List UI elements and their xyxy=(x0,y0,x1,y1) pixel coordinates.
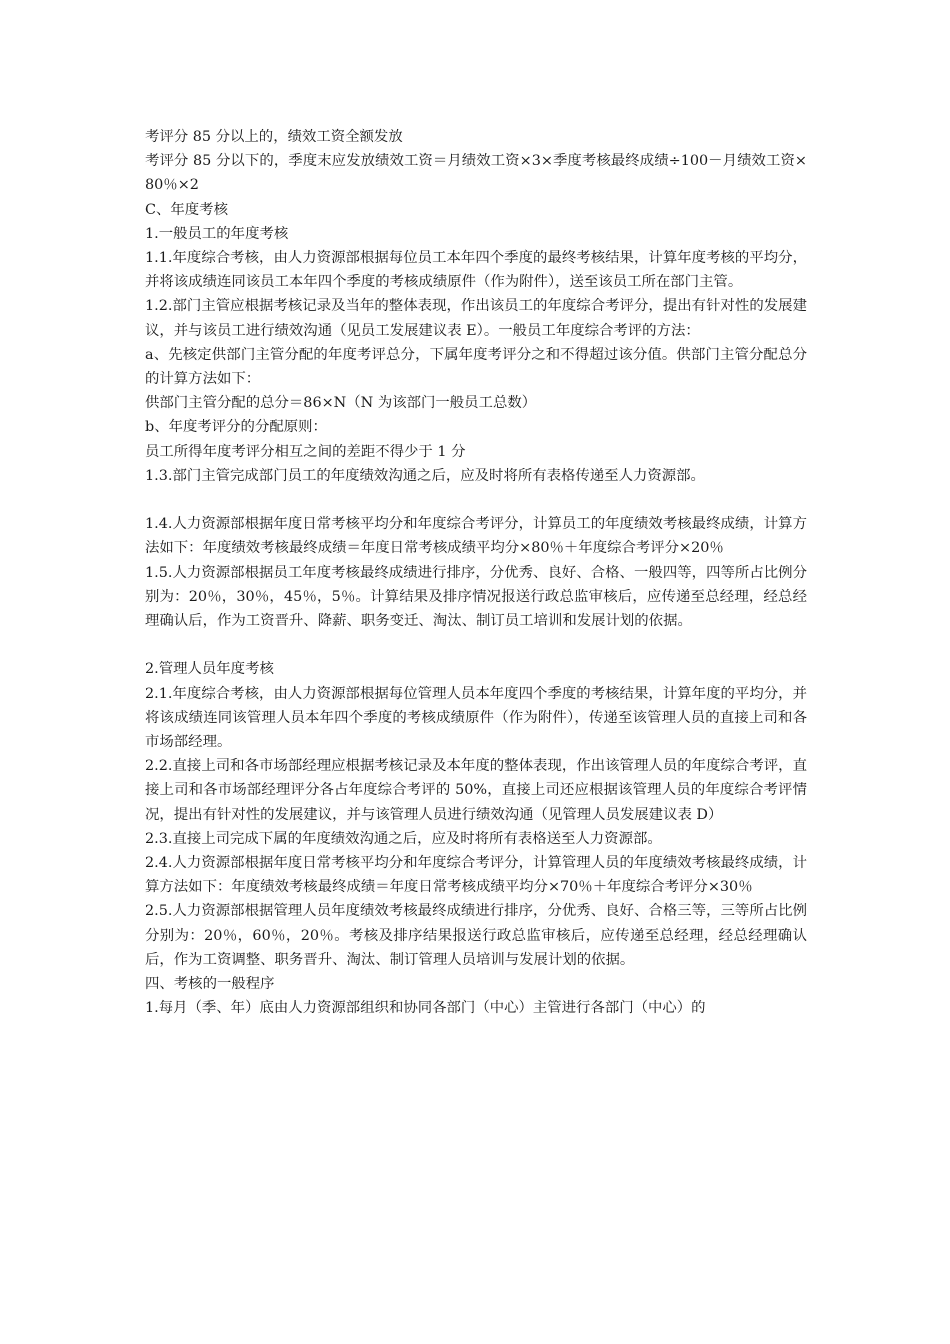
paragraph: 1.1.年度综合考核，由人力资源部根据每位员工本年四个季度的最终考核结果，计算年度考核的平均分，并将该成绩连同该员工本年四个季度的考核成绩原件（作为附件），送至该员工所在部门主管。 xyxy=(145,250,807,291)
paragraph: 2.1.年度综合考核，由人力资源部根据每位管理人员本年度四个季度的考核结果，计算年度的平均分，并将该成绩连同该管理人员本年四个季度的考核成绩原件（作为附件），传递至该管理人员的直接上司和各市场部经理。 xyxy=(145,685,807,751)
blank-line xyxy=(145,488,807,512)
paragraph: 2.4.人力资源部根据年度日常考核平均分和年度综合考评分，计算管理人员的年度绩效考核最终成绩，计算方法如下：年度绩效考核最终成绩＝年度日常考核成绩平均分×70％＋年度综合考评分×30％ xyxy=(145,855,807,896)
blank-line xyxy=(145,633,807,657)
section-heading: C、年度考核 xyxy=(145,201,228,218)
paragraph: 1.4.人力资源部根据年度日常考核平均分和年度综合考评分，计算员工的年度绩效考核最终成绩，计算方法如下：年度绩效考核最终成绩＝年度日常考核成绩平均分×80％＋年度综合考评分×20％ xyxy=(145,516,807,557)
paragraph: 考评分 85 分以下的，季度末应发放绩效工资＝月绩效工资×3×季度考核最终成绩÷100－月绩效工资×80％×2 xyxy=(145,153,807,194)
paragraph: 员工所得年度考评分相互之间的差距不得少于 1 分 xyxy=(145,443,466,460)
section-heading: 四、考核的一般程序 xyxy=(145,976,275,993)
paragraph: 供部门主管分配的总分＝86×N（N 为该部门一般员工总数） xyxy=(145,395,537,412)
document-body xyxy=(145,125,807,1020)
paragraph: b、年度考评分的分配原则： xyxy=(145,419,327,436)
paragraph: a、先核定供部门主管分配的年度考评总分，下属年度考评分之和不得超过该分值。供部门主管分配总分的计算方法如下： xyxy=(145,346,807,388)
paragraph: 1.5.人力资源部根据员工年度考核最终成绩进行排序，分优秀、良好、合格、一般四等，四等所占比例分别为：20％，30％，45％，5％。计算结果及排序情况报送行政总监审核后，应传递至总经理，经总经理确认后，作为工资晋升、降薪、职务变迁、淘汰、制订员工培训和发展计划的依据。 xyxy=(145,564,807,630)
paragraph: 1.每月（季、年）底由人力资源部组织和协同各部门（中心）主管进行各部门（中心）的 xyxy=(145,1000,706,1017)
paragraph: 1.2.部门主管应根据考核记录及当年的整体表现，作出该员工的年度综合考评分，提出有针对性的发展建议，并与该员工进行绩效沟通（见员工发展建议表 E）。一般员工年度综合考评的方法： xyxy=(145,298,807,339)
subsection-heading: 1.一般员工的年度考核 xyxy=(145,225,289,242)
paragraph: 2.3.直接上司完成下属的年度绩效沟通之后，应及时将所有表格送至人力资源部。 xyxy=(145,830,662,847)
paragraph: 2.2.直接上司和各市场部经理应根据考核记录及本年度的整体表现，作出该管理人员的年度综合考评，直接上司和各市场部经理评分各占年度综合考评的 50%，直接上司还应根据该管理人员的年度综合考评情况，提出有针对性的发展建议，并与该管理人员进行绩效沟通（见管理人员发展建议表 D） xyxy=(145,758,807,823)
paragraph: 考评分 85 分以上的，绩效工资全额发放 xyxy=(145,129,403,145)
paragraph: 2.5.人力资源部根据管理人员年度绩效考核最终成绩进行排序，分优秀、良好、合格三等，三等所占比例分别为：20％，60％，20％。考核及排序结果报送行政总监审核后，应传递至总经理，经总经理确认后，作为工资调整、职务晋升、淘汰、制订管理人员培训与发展计划的依据。 xyxy=(145,903,807,968)
paragraph: 1.3.部门主管完成部门员工的年度绩效沟通之后，应及时将所有表格传递至人力资源部。 xyxy=(145,467,705,484)
subsection-heading: 2.管理人员年度考核 xyxy=(145,661,274,678)
